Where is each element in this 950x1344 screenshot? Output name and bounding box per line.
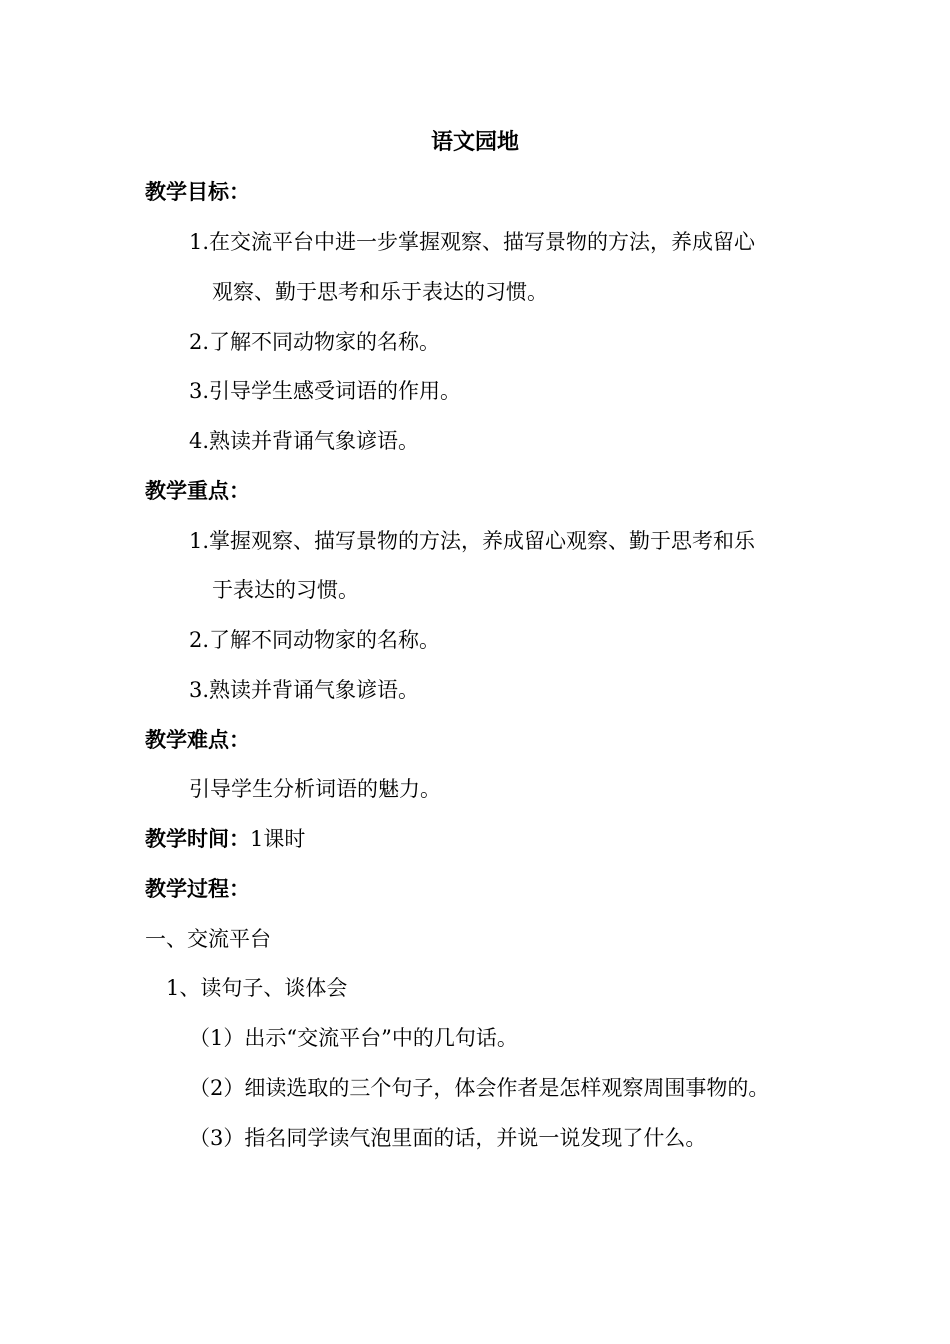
objectives-heading: 教学目标： bbox=[145, 180, 250, 204]
objective-item-2: 2.了解不同动物家的名称。 bbox=[189, 330, 441, 354]
process-step-3: （3）指名同学读气泡里面的话，并说一说发现了什么。 bbox=[189, 1126, 707, 1150]
objective-item-3: 3.引导学生感受词语的作用。 bbox=[189, 379, 462, 403]
difficulty-heading: 教学难点： bbox=[145, 728, 250, 752]
teaching-time-value: 1课时 bbox=[250, 827, 306, 851]
key-point-item-3: 3.熟读并背诵气象谚语。 bbox=[189, 678, 420, 702]
key-points-heading: 教学重点： bbox=[145, 479, 250, 503]
process-section-1: 一、交流平台 bbox=[145, 927, 271, 951]
teaching-time-heading: 教学时间： bbox=[145, 827, 250, 851]
process-step-2: （2）细读选取的三个句子，体会作者是怎样观察周围事物的。 bbox=[189, 1076, 770, 1100]
process-step-1: （1）出示“交流平台”中的几句话。 bbox=[189, 1026, 518, 1050]
process-heading: 教学过程： bbox=[145, 877, 250, 901]
objective-item-4: 4.熟读并背诵气象谚语。 bbox=[189, 429, 420, 453]
process-subsection-1: 1、读句子、谈体会 bbox=[166, 976, 348, 1000]
objective-item-1-cont: 观察、勤于思考和乐于表达的习惯。 bbox=[212, 280, 548, 304]
key-point-item-1: 1.掌握观察、描写景物的方法，养成留心观察、勤于思考和乐 bbox=[189, 529, 756, 553]
objective-item-1: 1.在交流平台中进一步掌握观察、描写景物的方法，养成留心 bbox=[189, 230, 756, 254]
key-point-item-1-cont: 于表达的习惯。 bbox=[212, 578, 359, 602]
difficulty-text: 引导学生分析词语的魅力。 bbox=[189, 777, 441, 801]
teaching-time bbox=[145, 829, 305, 850]
page-title: 语文园地 bbox=[430, 130, 519, 155]
key-point-item-2: 2.了解不同动物家的名称。 bbox=[189, 628, 441, 652]
